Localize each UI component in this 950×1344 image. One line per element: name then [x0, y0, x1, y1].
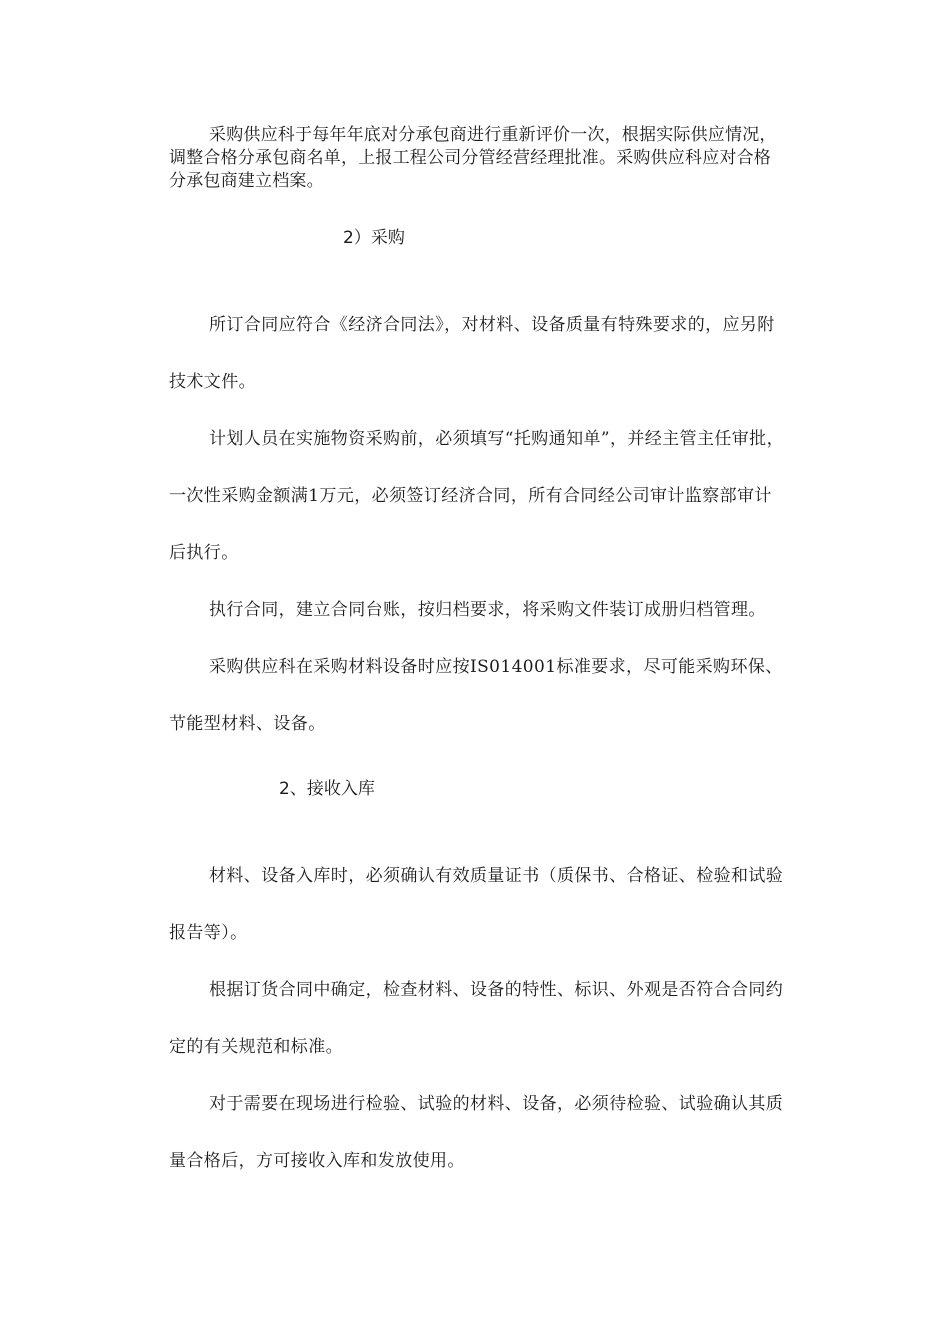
receiving-p3-line-1: 对于需要在现场进行检验、试验的材料、设备，必须待检验、试验确认其质	[209, 1094, 784, 1114]
receiving-p2-line-2: 定的有关规范和标准。	[169, 1037, 343, 1057]
intro-line-3: 分承包商建立档案。	[169, 171, 324, 191]
purchase-p1-line-2: 技术文件。	[169, 372, 256, 392]
purchase-p2-line-1: 计划人员在实施物资采购前，必须填写“托购通知单”，并经主管主任审批，	[209, 429, 784, 449]
section-heading-purchase: 2）采购	[343, 228, 405, 248]
receiving-p3-line-2: 量合格后，方可接收入库和发放使用。	[169, 1151, 465, 1171]
receiving-p2-line-1: 根据订货合同中确定，检查材料、设备的特性、标识、外观是否符合合同约	[209, 980, 784, 1000]
purchase-p1-line-1: 所订合同应符合《经济合同法》，对材料、设备质量有特殊要求的，应另附	[209, 315, 775, 335]
section-heading-receiving: 2、接收入库	[279, 779, 375, 799]
purchase-p4-line-2: 节能型材料、设备。	[169, 714, 326, 734]
receiving-p1-line-1: 材料、设备入库时，必须确认有效质量证书（质保书、合格证、检验和试验	[209, 866, 784, 886]
receiving-p1-line-2: 报告等）。	[169, 923, 248, 943]
intro-line-1: 采购供应科于每年年底对分承包商进行重新评价一次，根据实际供应情况，	[209, 125, 777, 145]
intro-line-2: 调整合格分承包商名单，上报工程公司分管经营经理批准。采购供应科应对合格	[169, 148, 771, 168]
purchase-p2-line-2: 一次性采购金额满1万元，必须签订经济合同，所有合同经公司审计监察部审计	[169, 486, 772, 506]
purchase-p4-line-1: 采购供应科在采购材料设备时应按IS014001标准要求，尽可能采购环保、	[209, 657, 783, 677]
purchase-p3-line-1: 执行合同，建立合同台账，按归档要求，将采购文件装订成册归档管理。	[209, 600, 766, 620]
purchase-p2-line-3: 后执行。	[169, 543, 239, 563]
